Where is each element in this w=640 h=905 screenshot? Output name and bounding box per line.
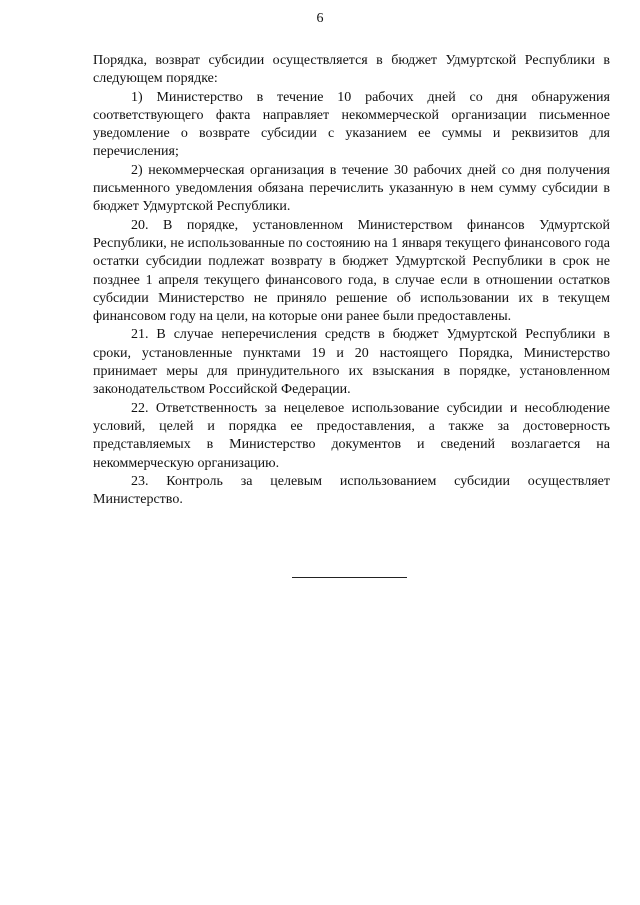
document-end-rule	[292, 577, 407, 578]
paragraph-clause-23: 23. Контроль за целевым использованием субсидии осуществляет Министерство.	[93, 473, 610, 508]
document-body	[93, 52, 610, 509]
page-number: 6	[316, 11, 324, 26]
paragraph-item-1: 1) Министерство в течение 10 рабочих дней со дня обнаружения соответствующего факта направляет некоммерческой организации письменное уведомление о возврате субсидии с указанием ее суммы и реквизитов для перечисления;	[93, 89, 610, 160]
paragraph-clause-20: 20. В порядке, установленном Министерством финансов Удмуртской Республики, не использованные по состоянию на 1 января текущего финансового года остатки субсидии подлежат возврату в бюджет Удмуртской Республики в срок не позднее 1 апреля текущего финансового года, в случае если в отношении остатков субсидии Министерство не приняло решение об использовании их в текущем финансовом году на цели, на которые они ранее были предоставлены.	[93, 217, 610, 325]
paragraph-continuation: Порядка, возврат субсидии осуществляется в бюджет Удмуртской Республики в следующем порядке:	[93, 53, 610, 87]
paragraph-clause-22: 22. Ответственность за нецелевое использование субсидии и несоблюдение условий, целей и порядка ее предоставления, а также за достоверность представляемых в Министерство документов и сведений возлагается на некоммерческую организацию.	[93, 400, 610, 471]
paragraph-item-2: 2) некоммерческая организация в течение 30 рабочих дней со дня получения письменного уведомления обязана перечислить указанную в нем сумму субсидии в бюджет Удмуртской Республики.	[93, 162, 610, 215]
paragraph-clause-21: 21. В случае неперечисления средств в бюджет Удмуртской Республики в сроки, установленные пунктами 19 и 20 настоящего Порядка, Министерство принимает меры для принудительного их взыскания в порядке, установленном законодательством Российской Федерации.	[93, 327, 610, 398]
